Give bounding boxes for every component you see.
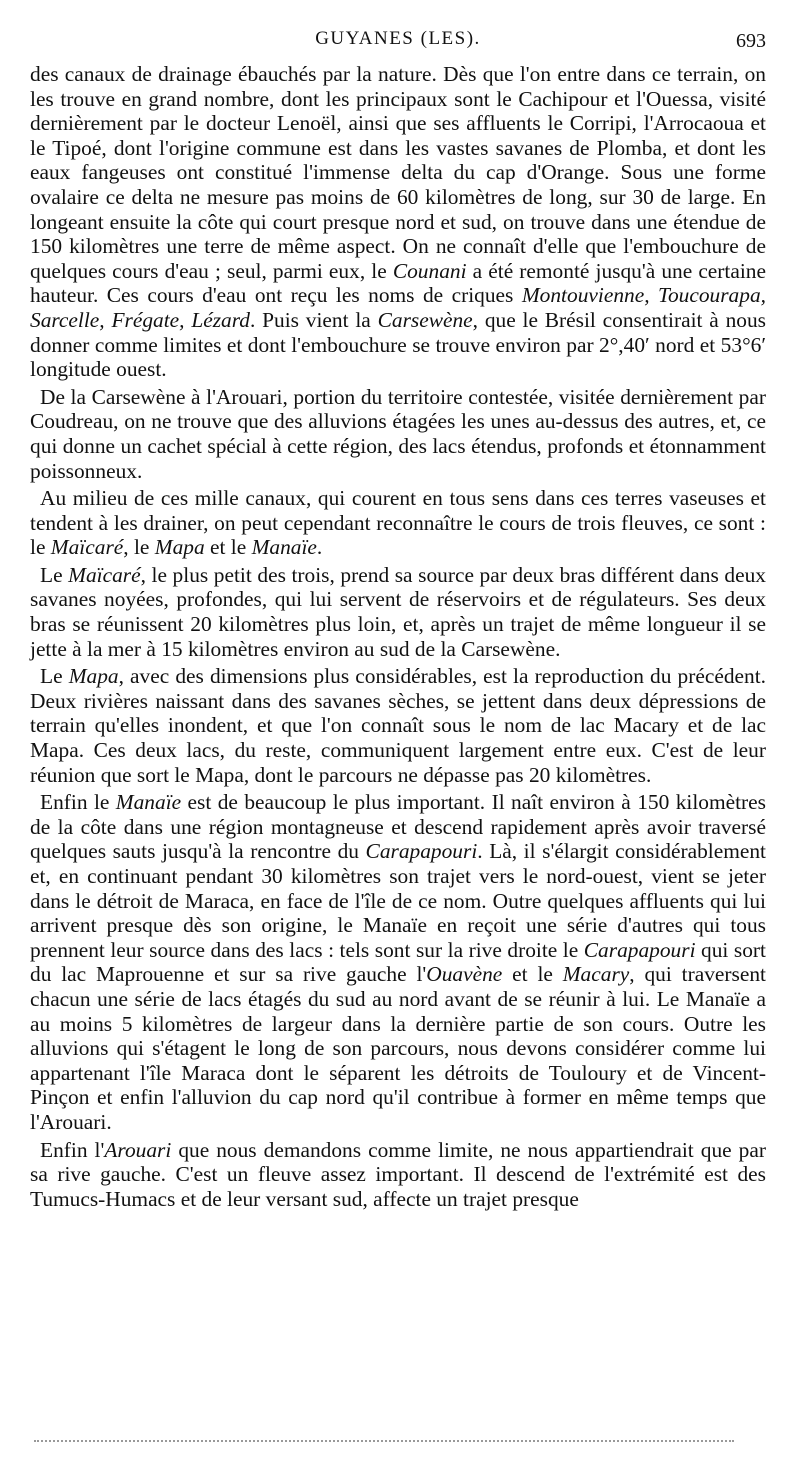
text-run: , que le Brésil consentirait à nous donner comme limites et dont l'embouchure se trouve environ par 2°,40′ nord et 53°6′ longitude ouest. (30, 307, 766, 382)
text-run: , le (123, 535, 155, 560)
paragraph-3 (30, 486, 766, 560)
paragraph-4 (30, 563, 766, 661)
italic-term: Manaïe (115, 790, 182, 815)
italic-term: Carapapouri (583, 937, 696, 962)
text-run: , qui traversent chacun une série de lacs étagés du sud au nord avant de se réunir à lui. Le Manaïe a au moins 5 kilomètres de largeur dans la dernière partie de son cours. Outre les alluvions qui s'étagent le long de son parcours, nous devons considérer comme lui appartenant l'île Maraca dont le séparent les détroits de Touloury et de Vincent-Pinçon et enfin l'alluvion du cap nord qu'il contribue à former en même temps que l'Arouari. (30, 962, 766, 1134)
text-run: a été remonté jusqu'à une certaine hauteur. Ces cours d'eau ont reçu les noms de criques (30, 258, 766, 308)
text-run: est de beaucoup le plus important. Il naît environ à 150 kilomètres de la côte dans une région montagneuse et descend rapidement après avoir traversé quelques sauts jusqu'à la rencontre du (30, 790, 766, 864)
italic-term: Counani (392, 258, 467, 283)
text-run: Enfin l' (40, 1137, 105, 1162)
text-run: . (316, 535, 323, 560)
text-run: . Là, il s'élargit considérablement et, en continuant pendant 30 kilomètres son trajet vers le nord-ouest, vient se jeter dans le détroit de Maraca, en face de l'île de ce nom. Outre quelques affluents qui lui arrivent presque dès son origine, le Manaïe en reçoit une série d'autres qui tous prennent leur source dans des lacs : tels sont sur la rive droite le (30, 839, 766, 962)
italic-term: Ouavène (426, 962, 503, 987)
text-run: , avec des dimensions plus considérables, est la reproduction du précédent. Deux rivières naissant dans des savanes sèches, se jettent dans deux dépressions de terrain qu'elles inondent, et que l'on connaît sous le nom de lac Macary et de lac Mapa. Ces deux lacs, du reste, communiquent largement entre eux. C'est de leur réunion que sort le Mapa, dont le parcours ne dépasse pas 20 kilomètres. (30, 664, 766, 787)
paragraph-7 (30, 1138, 766, 1212)
page-number: 693 (736, 30, 766, 52)
running-title: GUYANES (LES). (315, 28, 481, 49)
italic-term: Mapa (68, 664, 119, 689)
text-run: De la Carsewène à l'Arouari, portion du territoire contestée, visitée dernièrement par Coudreau, on ne trouve que des alluvions étagées les unes au-dessus des autres, et, ce qui donne un cachet spécial à cette région, des lacs étendus, profonds et étonnamment poissonneux. (30, 384, 766, 483)
text-run: et le (204, 535, 252, 560)
italic-term: Manaïe (251, 535, 317, 560)
document-page (30, 28, 766, 1214)
text-run: Au milieu de ces mille canaux, qui courent en tous sens dans ces terres vaseuses et tendent à les drainer, on peut cependant reconnaître le cours de trois fleuves, ce sont : le (30, 486, 766, 560)
paragraph-6 (30, 790, 766, 1134)
footer-dotted-rule (34, 1440, 734, 1442)
text-run: et le (502, 962, 563, 987)
paragraph-1 (30, 62, 766, 382)
text-run: Le (40, 562, 69, 587)
italic-term: Carapapouri (365, 839, 478, 864)
text-run: Le (40, 664, 69, 689)
paragraph-2 (30, 385, 766, 483)
text-run: . Puis vient la (249, 307, 378, 332)
italic-term: Mapa (154, 535, 205, 560)
italic-term: Arouari (104, 1137, 172, 1162)
text-run: , le plus petit des trois, prend sa source par deux bras différent dans deux savanes noyées, profondes, qui lui servent de réservoirs et de régulateurs. Ses deux bras se réunissent 20 kilomètres plus loin, et, après un trajet de même longueur il se jette à la mer à 15 kilomètres environ au sud de la Carsewène. (30, 562, 766, 661)
italic-term: Macary (562, 962, 630, 987)
italic-term: Maïcaré (50, 535, 124, 560)
text-run: des canaux de drainage ébauchés par la nature. Dès que l'on entre dans ce terrain, on les trouve en grand nombre, dont les principaux sont le Cachipour et l'Ouessa, visité dernièrement par le docteur Lenoël, ainsi que ses affluents le Corripi, l'Arrocaoua et le Tipoé, dont l'origine commune est dans les vastes savanes de Plomba, et dont les eaux fangeuses ont constitué l'immense delta du cap d'Orange. Sous une forme ovalaire ce delta ne mesure pas moins de 60 kilomètres de long, sur 30 de large. En longeant ensuite la côte qui court presque nord et sud, on trouve dans une étendue de 150 kilomètres une terre de même aspect. On ne connaît d'elle que l'embouchure de quelques cours d'eau ; seul, parmi eux, le (30, 62, 766, 283)
italic-term: Maïcaré (68, 562, 141, 587)
paragraph-5 (30, 664, 766, 787)
italic-term: Carsewène (377, 307, 473, 332)
body-text (30, 62, 766, 1211)
italic-term: Montouvienne, Toucourapa, Sarcelle, Frégate, Lézard (30, 283, 766, 332)
page-header (30, 28, 766, 56)
text-run: que nous demandons comme limite, ne nous appartiendrait que par sa rive gauche. C'est un fleuve assez important. Il descend de l'extrémité est des Tumucs-Humacs et de leur versant sud, affecte un trajet presque (30, 1137, 766, 1211)
text-run: Enfin le (40, 790, 116, 815)
text-run: qui sort du lac Maprouenne et sur sa rive gauche l' (30, 937, 766, 987)
